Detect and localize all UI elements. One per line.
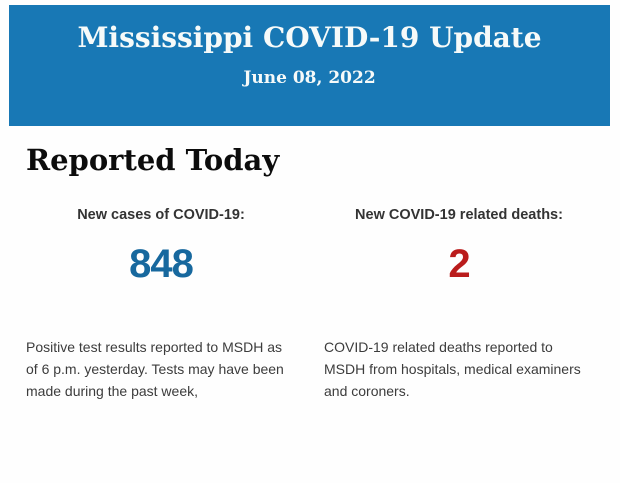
main-content bbox=[0, 142, 620, 402]
page-title: Mississippi COVID-19 Update bbox=[77, 21, 542, 54]
section-heading: Reported Today bbox=[26, 143, 280, 177]
header-date: June 08, 2022 bbox=[243, 68, 376, 88]
stats-row bbox=[26, 206, 594, 402]
new-cases-label: New cases of COVID-19: bbox=[77, 207, 245, 223]
new-deaths-label: New COVID-19 related deaths: bbox=[355, 207, 563, 223]
stat-column-new-deaths bbox=[324, 206, 594, 402]
new-cases-description: Positive test results reported to MSDH as of 6 p.m. yesterday. Tests may have been made during the past week, bbox=[26, 339, 284, 399]
header-banner bbox=[9, 5, 610, 126]
new-deaths-value: 2 bbox=[448, 242, 470, 286]
new-deaths-description: COVID-19 related deaths reported to MSDH from hospitals, medical examiners and coroners. bbox=[324, 339, 581, 399]
stat-column-new-cases bbox=[26, 206, 296, 402]
new-cases-value: 848 bbox=[129, 242, 193, 286]
